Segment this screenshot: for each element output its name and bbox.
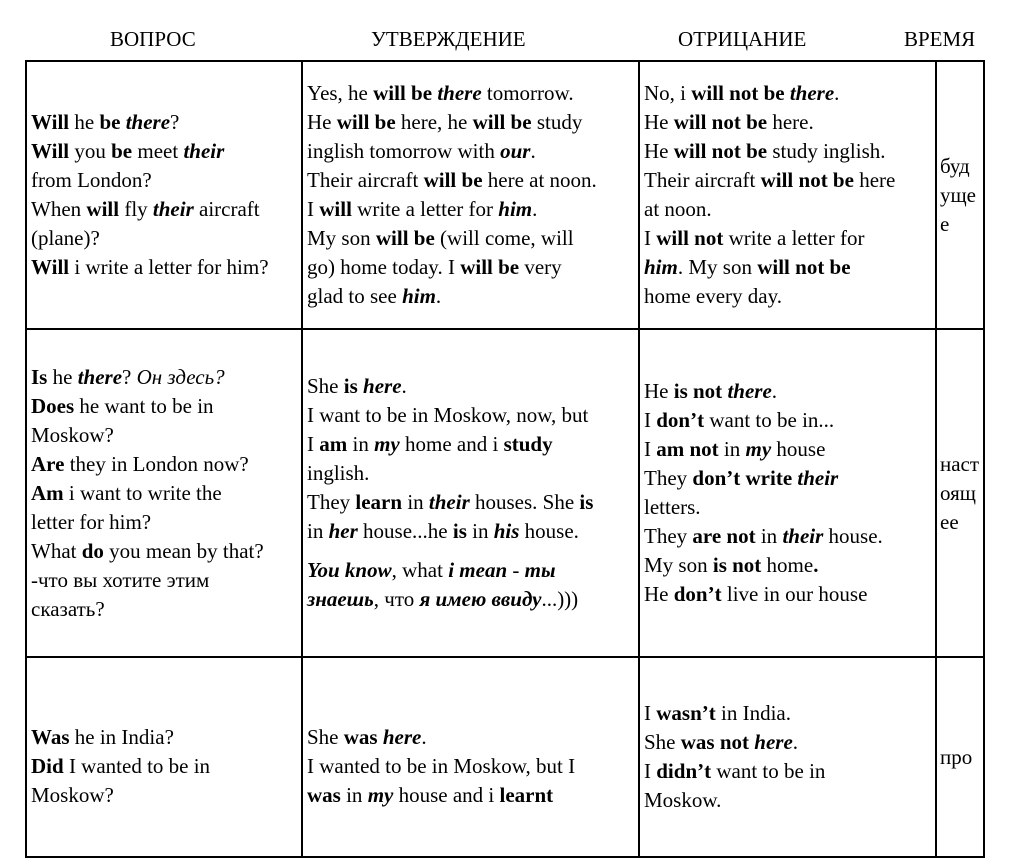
text-segment: my	[374, 432, 400, 456]
text-segment: , what	[391, 558, 449, 582]
text-segment: study	[503, 432, 553, 456]
text-segment: here	[363, 374, 402, 398]
text-segment: They	[644, 524, 693, 548]
table-row-present	[26, 329, 984, 657]
text-segment: glad to see	[307, 284, 403, 308]
text-segment: ?	[170, 110, 180, 134]
text-line	[31, 537, 301, 566]
text-line	[644, 728, 935, 757]
text-segment: When	[31, 197, 87, 221]
text-segment: in	[755, 524, 783, 548]
text-segment: you	[69, 139, 112, 163]
text-segment: him	[498, 197, 533, 221]
tense-fragment: наст	[940, 451, 980, 476]
text-segment: letters.	[644, 495, 701, 519]
text-segment: he in India?	[69, 724, 174, 749]
tense-fragment: про	[940, 744, 973, 769]
text-segment: i write a letter for him?	[69, 255, 269, 279]
text-segment: I	[644, 437, 657, 461]
text-segment: here.	[767, 110, 814, 134]
text-segment: .	[530, 139, 536, 163]
tense-cell	[936, 61, 984, 329]
text-segment: their	[183, 139, 225, 163]
header-tense: ВРЕМЯ	[904, 27, 976, 51]
text-segment: be	[99, 110, 121, 134]
text-segment: their	[428, 490, 470, 514]
text-line	[31, 781, 301, 810]
text-line	[307, 166, 638, 195]
text-segment: I wanted to be in	[63, 753, 211, 778]
text-segment: is not	[673, 379, 723, 403]
tense-fragment: ее	[940, 509, 959, 534]
grammar-table	[25, 60, 985, 858]
text-segment: wasn’t	[656, 701, 716, 725]
text-segment: he	[69, 110, 100, 134]
text-segment: .	[421, 724, 427, 749]
text-segment: didn’t	[656, 759, 712, 783]
text-segment: there	[125, 110, 171, 134]
text-segment: fly	[119, 197, 153, 221]
text-segment: home	[761, 553, 814, 577]
text-segment: want to be in...	[704, 408, 835, 432]
text-segment: here	[754, 730, 793, 754]
text-segment: he	[47, 364, 78, 389]
text-segment: Are	[31, 451, 65, 476]
text-segment: Moskow?	[31, 422, 114, 447]
text-segment: He	[644, 379, 674, 403]
text-segment: will be	[472, 110, 532, 134]
question-cell	[26, 329, 302, 657]
text-line	[644, 377, 935, 406]
text-segment: write a letter for	[723, 226, 865, 250]
text-line	[31, 595, 301, 624]
text-line	[644, 224, 935, 253]
text-segment: was	[343, 724, 378, 749]
text-line	[644, 79, 935, 108]
text-segment: my	[745, 437, 772, 461]
text-segment: i want to write the	[63, 480, 222, 505]
tense-cell	[936, 657, 984, 857]
text-segment: home every day.	[644, 284, 782, 308]
text-segment: go) home today. I	[307, 255, 461, 279]
text-segment: сказать?	[31, 596, 105, 621]
text-line	[307, 430, 638, 459]
question-cell	[26, 61, 302, 329]
text-line	[31, 421, 301, 450]
text-line	[644, 137, 935, 166]
text-line	[307, 253, 638, 282]
tense-fragment: оящ	[940, 480, 976, 505]
text-segment: he want to be in	[74, 393, 214, 418]
text-segment: will be	[375, 226, 435, 250]
text-line	[644, 580, 935, 609]
text-segment: study	[531, 110, 583, 134]
text-segment: is	[343, 374, 358, 398]
text-segment: Он здесь?	[136, 364, 225, 389]
text-line	[31, 392, 301, 421]
text-segment: No, i	[644, 81, 692, 105]
text-segment: home and i	[399, 432, 504, 456]
text-line	[644, 522, 935, 551]
text-segment: Moskow.	[644, 788, 722, 812]
text-segment: I wanted to be in Moskow, but I	[307, 753, 576, 778]
text-line	[31, 508, 301, 537]
text-segment: their	[797, 466, 839, 490]
text-segment: house.	[823, 524, 883, 548]
text-segment: .	[834, 81, 840, 105]
text-segment: her	[328, 519, 358, 543]
text-line	[31, 752, 301, 781]
text-segment: я имею ввиду	[419, 587, 542, 611]
text-segment: in	[466, 519, 494, 543]
text-line	[307, 79, 638, 108]
text-segment: don’t write	[692, 466, 793, 490]
text-segment: here at noon.	[482, 168, 597, 192]
header-question: ВОПРОС	[110, 27, 196, 51]
tense-fragment: буд	[940, 153, 970, 178]
text-line	[644, 108, 935, 137]
text-segment: will not be	[691, 81, 785, 105]
question-cell	[26, 657, 302, 857]
text-segment: Did	[31, 753, 64, 778]
negative-cell	[639, 657, 936, 857]
text-segment: Their aircraft	[307, 168, 424, 192]
text-line	[644, 551, 935, 580]
text-segment: will be	[336, 110, 396, 134]
text-line	[307, 459, 638, 488]
text-segment: Will	[31, 139, 70, 163]
text-segment: (plane)?	[31, 226, 100, 250]
text-line	[31, 108, 301, 137]
text-line	[31, 253, 301, 282]
text-segment: house	[771, 437, 826, 461]
text-segment: in India.	[715, 701, 791, 725]
text-segment: letter for him?	[31, 509, 152, 534]
text-line	[307, 372, 638, 401]
text-segment: in	[718, 437, 746, 461]
text-segment: He	[307, 110, 337, 134]
text-line	[307, 556, 638, 585]
text-segment: they in London now?	[64, 451, 249, 476]
text-line	[307, 224, 638, 253]
affirmative-cell	[302, 61, 639, 329]
text-segment: .	[813, 553, 819, 577]
text-segment: in	[340, 782, 368, 807]
text-segment: study inglish.	[767, 139, 886, 163]
text-line	[644, 699, 935, 728]
text-segment: ...)))	[541, 587, 579, 611]
text-segment: Was	[31, 724, 70, 749]
header-affirmative: УТВЕРЖДЕНИЕ	[371, 27, 526, 51]
text-segment: I	[644, 759, 657, 783]
text-segment: He	[644, 110, 674, 134]
text-segment: Moskow?	[31, 782, 114, 807]
text-segment: What	[31, 538, 82, 563]
text-segment: inglish.	[307, 461, 370, 485]
text-segment: I	[307, 432, 320, 456]
text-line	[307, 781, 638, 810]
text-segment: Yes, he	[307, 81, 374, 105]
text-line	[644, 166, 935, 195]
text-line	[307, 137, 638, 166]
text-segment: He	[644, 582, 674, 606]
text-line	[644, 406, 935, 435]
text-line	[644, 493, 935, 522]
text-line	[31, 166, 301, 195]
text-segment: learn	[355, 490, 403, 514]
text-segment: am not	[656, 437, 719, 461]
text-segment: in	[307, 519, 329, 543]
text-segment: They	[644, 466, 693, 490]
text-segment: ты	[524, 558, 556, 582]
text-segment: .	[771, 379, 778, 403]
text-segment: in	[347, 432, 375, 456]
text-segment: was not	[680, 730, 750, 754]
tense-fragment: уще	[940, 182, 976, 207]
text-line	[31, 723, 301, 752]
text-segment: She	[644, 730, 681, 754]
text-segment: their	[782, 524, 824, 548]
text-segment: , что	[373, 587, 420, 611]
text-segment: our	[500, 139, 531, 163]
text-line	[644, 435, 935, 464]
text-line	[644, 282, 935, 311]
text-segment: ?	[122, 364, 137, 389]
text-segment: house.	[519, 519, 579, 543]
text-segment: -что вы хотите этим	[31, 567, 210, 592]
text-segment: She	[307, 374, 344, 398]
tense-fragment: е	[940, 211, 950, 236]
text-line	[307, 282, 638, 311]
text-segment: at noon.	[644, 197, 712, 221]
text-line	[31, 450, 301, 479]
text-segment: She	[307, 724, 344, 749]
text-line	[31, 195, 301, 224]
text-line	[644, 253, 935, 282]
text-line	[307, 585, 638, 614]
affirmative-cell	[302, 657, 639, 857]
text-segment: I	[307, 197, 320, 221]
text-segment: are not	[692, 524, 756, 548]
text-segment: don’t	[656, 408, 705, 432]
text-segment: in	[402, 490, 429, 514]
text-segment: there	[437, 81, 482, 105]
text-segment: I	[644, 408, 657, 432]
text-segment: Will	[31, 110, 70, 134]
text-segment: aircraft	[193, 197, 260, 221]
text-segment: here	[853, 168, 896, 192]
negative-cell	[639, 329, 936, 657]
text-line	[307, 401, 638, 430]
text-segment: learnt	[499, 782, 554, 807]
text-segment: am	[319, 432, 348, 456]
text-line	[307, 517, 638, 546]
text-segment: I	[644, 701, 657, 725]
text-segment: will not be	[757, 255, 851, 279]
text-segment: him	[402, 284, 436, 308]
text-line	[31, 363, 301, 392]
table-row-past	[26, 657, 984, 857]
text-segment: I want to be in Moskow, now, but	[307, 403, 589, 427]
text-segment: live in our house	[721, 582, 868, 606]
text-line	[31, 137, 301, 166]
text-line	[31, 224, 301, 253]
text-segment: .	[532, 197, 538, 221]
text-segment: Their aircraft	[644, 168, 761, 192]
text-segment: My son	[644, 553, 713, 577]
text-segment: do	[81, 538, 104, 563]
text-line	[31, 566, 301, 595]
text-segment: will	[319, 197, 352, 221]
text-segment: .	[792, 730, 799, 754]
text-segment: . My son	[677, 255, 758, 279]
text-segment: there	[727, 379, 772, 403]
text-segment: from London?	[31, 168, 152, 192]
text-segment: don’t	[673, 582, 722, 606]
text-segment: write a letter for	[351, 197, 499, 221]
text-segment: Does	[31, 393, 75, 418]
text-segment: want to be in	[711, 759, 826, 783]
text-segment: Is	[31, 364, 48, 389]
text-segment: will be	[460, 255, 520, 279]
text-segment: He	[644, 139, 674, 163]
text-segment: -	[507, 558, 525, 582]
text-segment: house...he	[357, 519, 453, 543]
text-line	[644, 464, 935, 493]
text-segment: his	[493, 519, 520, 543]
text-segment: will	[86, 197, 120, 221]
text-segment: is	[452, 519, 467, 543]
text-segment: will be	[373, 81, 433, 105]
text-line	[644, 195, 935, 224]
text-segment: знаешь	[307, 587, 374, 611]
text-segment: here	[382, 724, 422, 749]
text-segment: there	[789, 81, 835, 105]
text-segment: will be	[423, 168, 483, 192]
affirmative-cell	[302, 329, 639, 657]
text-segment: (will come, will	[434, 226, 574, 250]
text-segment: You know	[307, 558, 392, 582]
text-segment: is not	[712, 553, 762, 577]
text-segment: here, he	[395, 110, 473, 134]
text-segment: .	[435, 284, 442, 308]
text-segment: Am	[31, 480, 64, 505]
text-line	[644, 757, 935, 786]
text-segment: him	[644, 255, 678, 279]
text-segment: Will	[31, 255, 70, 279]
text-segment: My son	[307, 226, 376, 250]
text-line	[644, 786, 935, 815]
text-line	[307, 723, 638, 752]
text-line	[307, 195, 638, 224]
text-line	[307, 488, 638, 517]
text-segment: will not be	[760, 168, 854, 192]
text-segment: will not be	[673, 139, 768, 163]
text-segment: i mean	[448, 558, 508, 582]
text-segment: their	[152, 197, 194, 221]
tense-cell	[936, 329, 984, 657]
table-row-future	[26, 61, 984, 329]
text-line	[307, 108, 638, 137]
text-segment: will not be	[673, 110, 768, 134]
text-segment: .	[401, 374, 407, 398]
text-segment: meet	[132, 139, 184, 163]
text-segment: is	[579, 490, 594, 514]
header-negative: ОТРИЦАНИЕ	[678, 27, 807, 51]
text-segment: houses. She	[469, 490, 580, 514]
text-segment: my	[367, 782, 394, 807]
text-segment: They	[307, 490, 356, 514]
text-segment: inglish tomorrow with	[307, 139, 501, 163]
text-segment: you mean by that?	[103, 538, 264, 563]
negative-cell	[639, 61, 936, 329]
text-segment: tomorrow.	[481, 81, 574, 105]
text-segment: will not	[656, 226, 724, 250]
text-line	[307, 752, 638, 781]
text-segment: I	[644, 226, 657, 250]
text-segment: house and i	[393, 782, 500, 807]
text-segment: be	[111, 139, 133, 163]
text-segment: there	[77, 364, 123, 389]
text-segment: very	[519, 255, 562, 279]
text-segment: was	[307, 782, 341, 807]
text-line	[31, 479, 301, 508]
